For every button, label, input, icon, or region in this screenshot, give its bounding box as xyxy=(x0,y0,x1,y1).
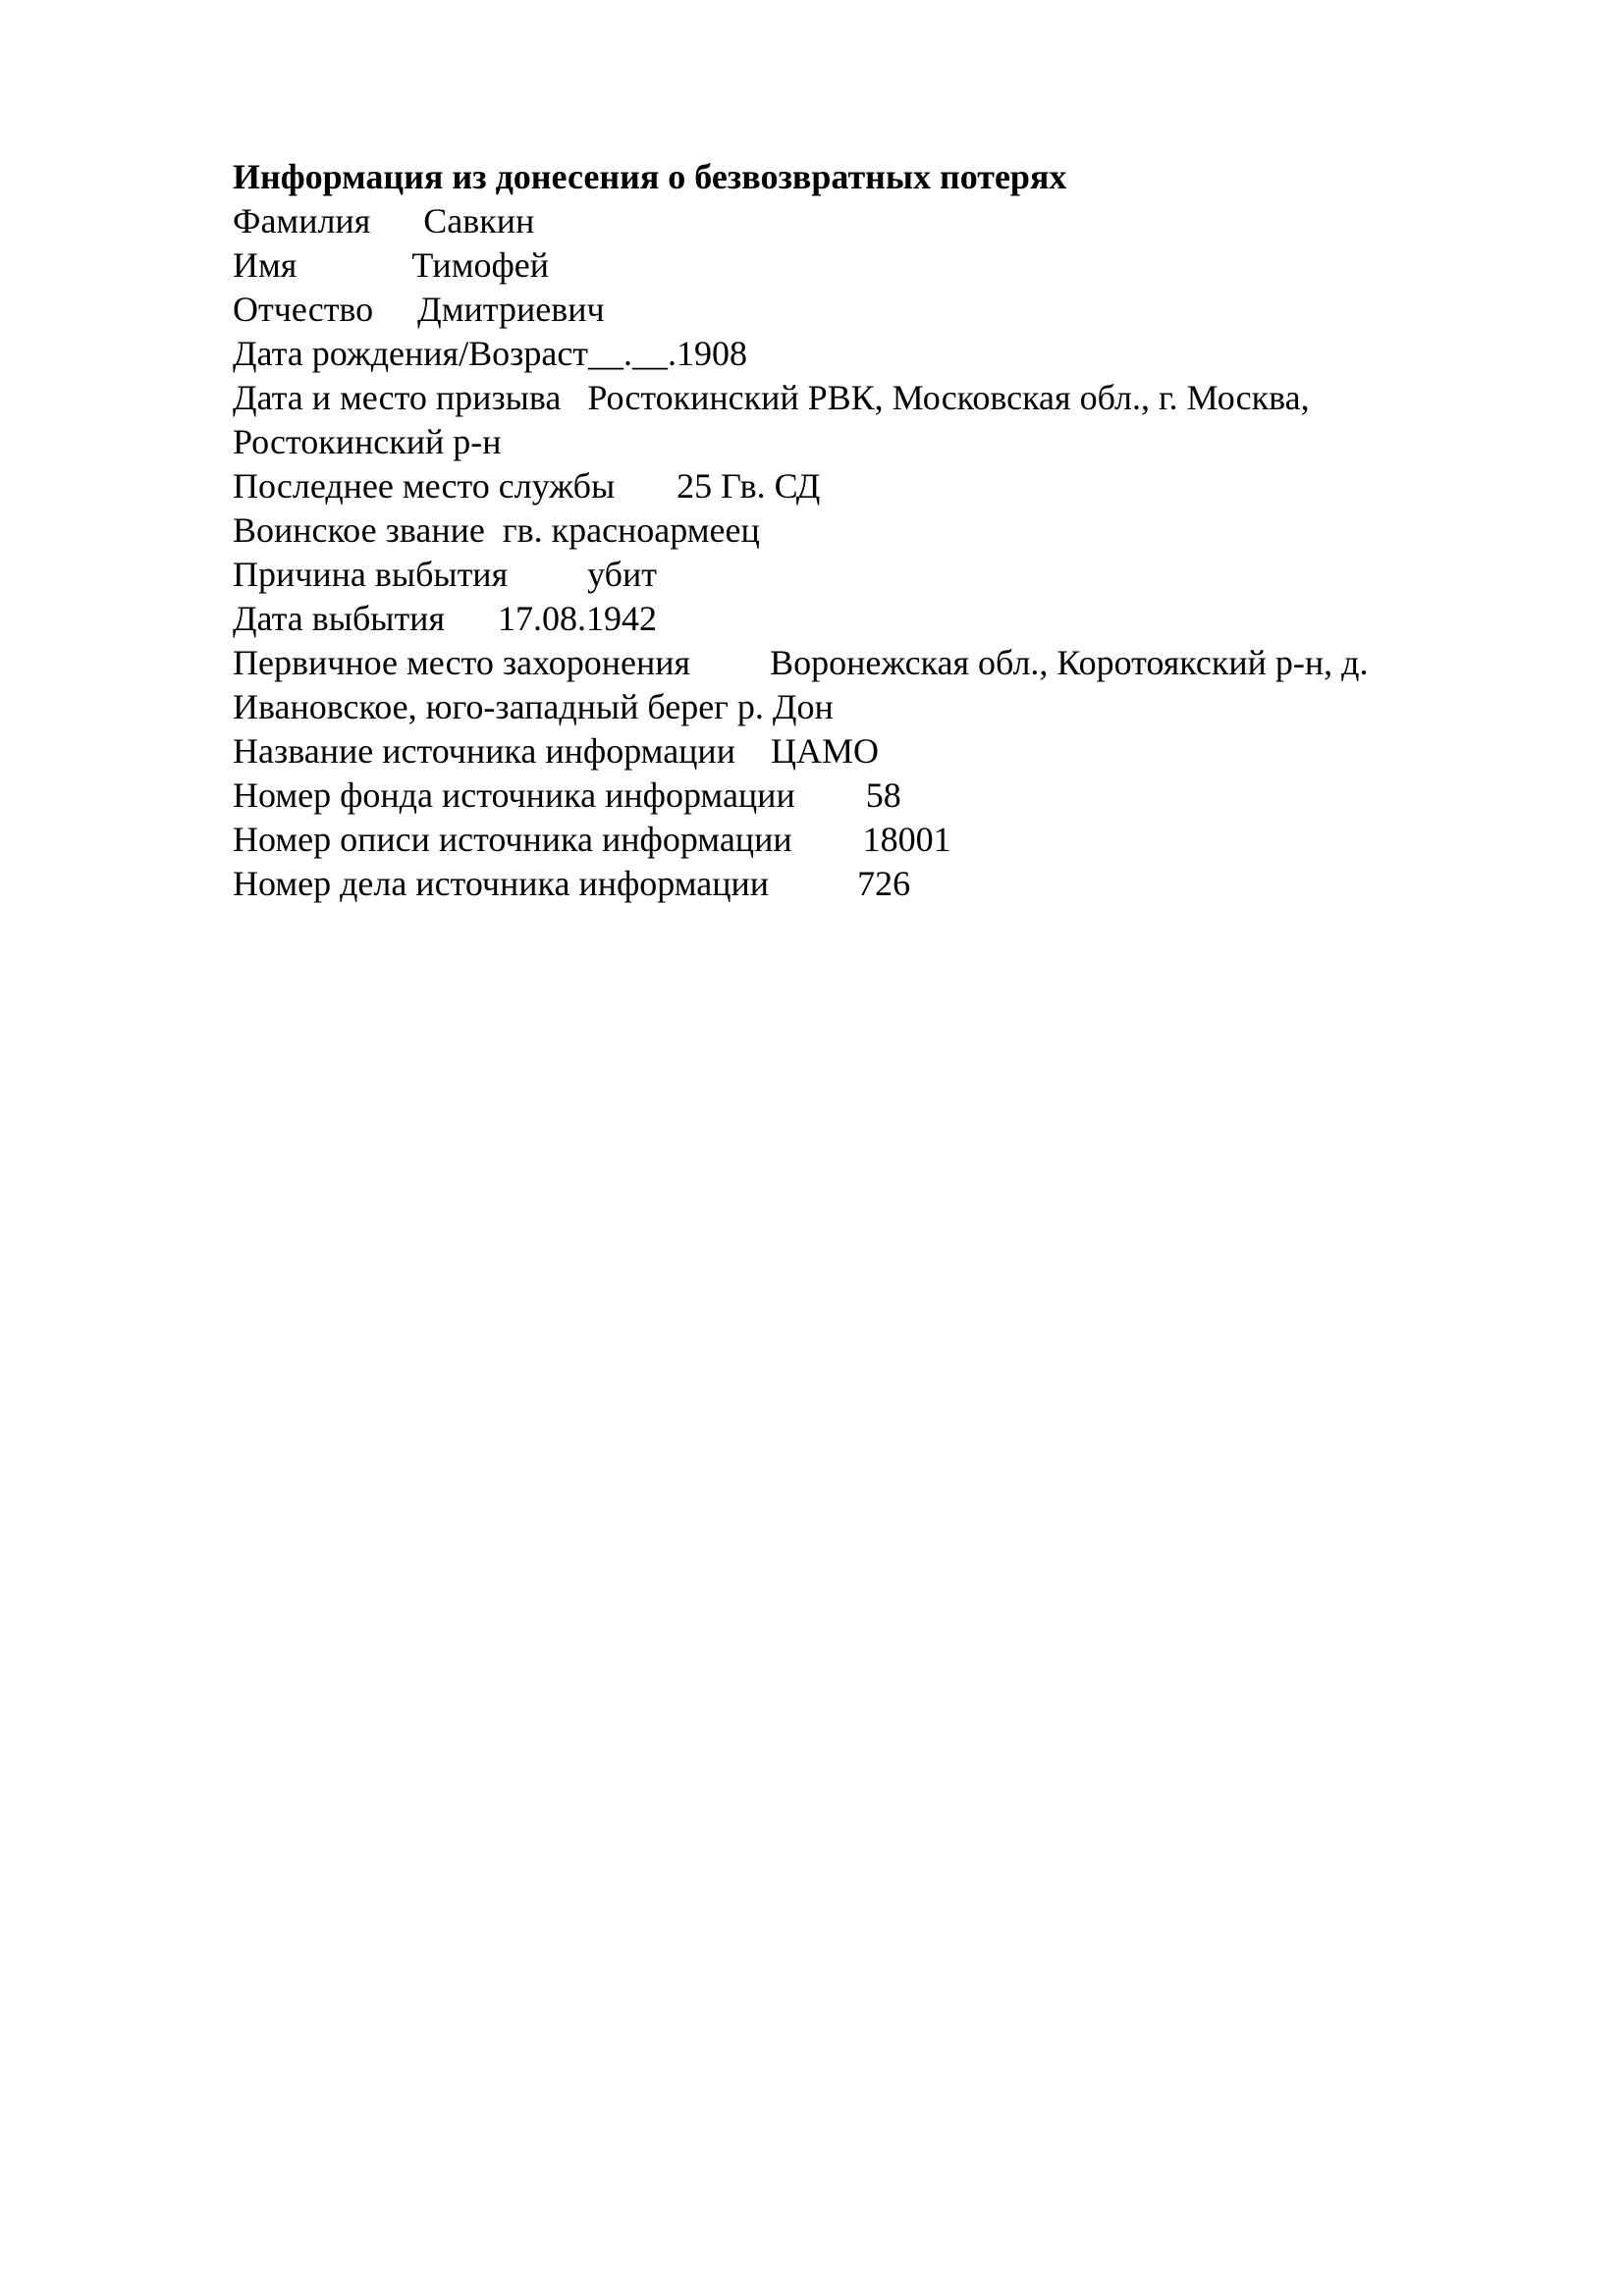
field-military-rank: Воинское звание гв. красноармеец xyxy=(233,510,760,550)
document-title: Информация из донесения о безвозвратных потерях xyxy=(233,157,1067,196)
field-fund-number: Номер фонда источника информации 58 xyxy=(233,775,901,815)
field-conscription: Дата и место призыва Ростокинский РВК, Московская обл., г. Москва, xyxy=(233,378,1310,417)
field-burial-place-continued: Ивановское, юго-западный берег р. Дон xyxy=(233,687,834,726)
field-case-number: Номер дела источника информации 726 xyxy=(233,864,911,903)
field-date-of-loss: Дата выбытия 17.08.1942 xyxy=(233,599,657,638)
field-patronymic: Отчество Дмитриевич xyxy=(233,290,605,329)
field-conscription-continued: Ростокинский р-н xyxy=(233,422,502,461)
field-reason-of-loss: Причина выбытия убит xyxy=(233,555,657,594)
field-last-service: Последнее место службы 25 Гв. СД xyxy=(233,466,821,506)
field-birth-date: Дата рождения/Возраст__.__.1908 xyxy=(233,334,748,373)
field-first-name: Имя Тимофей xyxy=(233,245,550,285)
document-content xyxy=(233,155,1509,906)
field-burial-place: Первичное место захоронения Воронежская обл., Коротоякский р-н, д. xyxy=(233,643,1369,682)
field-inventory-number: Номер описи источника информации 18001 xyxy=(233,820,951,859)
field-source-name: Название источника информации ЦАМО xyxy=(233,731,879,771)
field-surname: Фамилия Савкин xyxy=(233,201,535,240)
